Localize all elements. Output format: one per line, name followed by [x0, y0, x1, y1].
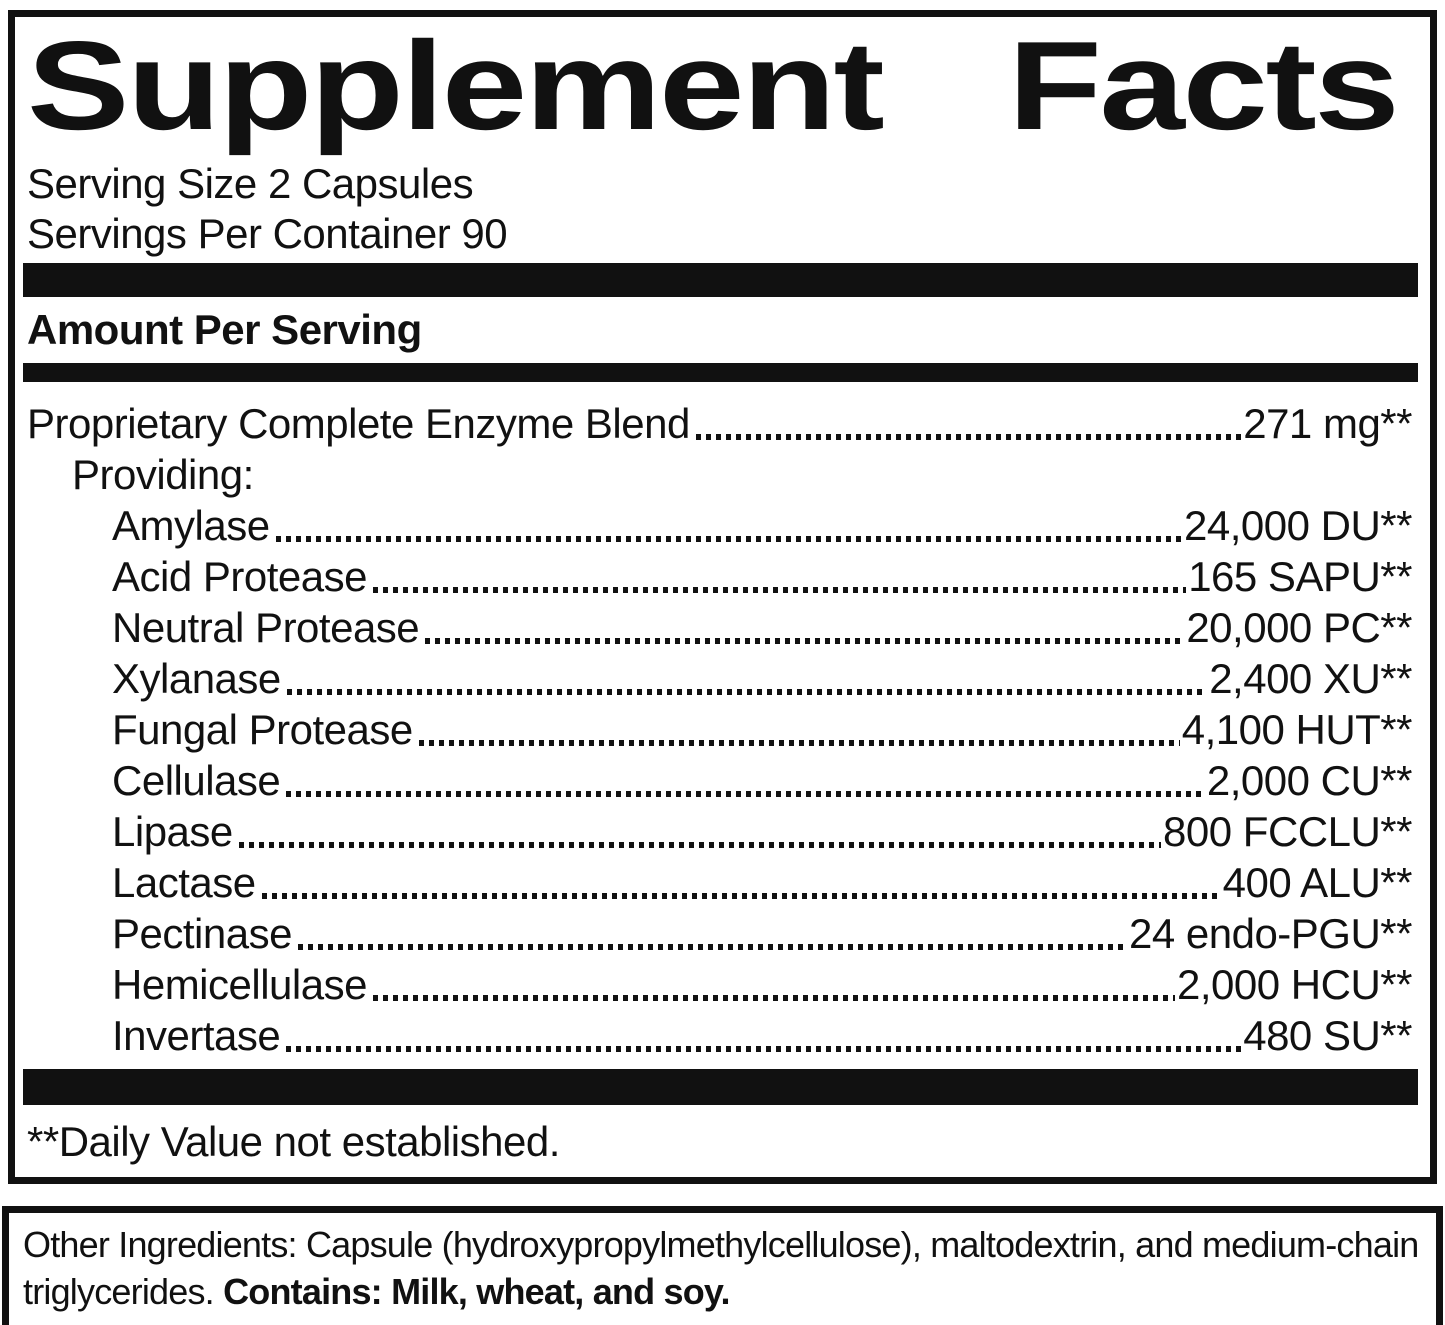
nutrient-name: Proprietary Complete Enzyme Blend	[27, 400, 690, 447]
nutrient-name: Pectinase	[112, 910, 292, 957]
nutrient-name: Lactase	[112, 859, 256, 906]
nutrient-row	[27, 908, 1418, 959]
nutrient-amount: 165 SAPU**	[1188, 553, 1412, 600]
dotted-leader	[239, 842, 1161, 848]
nutrient-amount: 4,100 HUT**	[1181, 706, 1412, 753]
nutrient-amount: 400 ALU**	[1222, 859, 1412, 906]
nutrient-row	[27, 449, 1418, 500]
nutrient-row	[27, 704, 1418, 755]
other-ingredients-box	[2, 1206, 1443, 1325]
dotted-leader	[262, 893, 1221, 899]
nutrient-row	[27, 806, 1418, 857]
nutrient-amount: 480 SU**	[1243, 1012, 1412, 1059]
nutrient-amount: 800 FCCLU**	[1163, 808, 1412, 855]
dotted-leader	[696, 434, 1241, 440]
nutrient-row	[27, 755, 1418, 806]
nutrient-amount: 20,000 PC**	[1186, 604, 1412, 651]
nutrient-row	[27, 653, 1418, 704]
dotted-leader	[373, 995, 1175, 1001]
other-ingredients-text: Other Ingredients: Capsule (hydroxypropylmethylcellulose), maltodextrin, and medium-chain triglycerides.	[23, 1224, 1419, 1312]
panel-title: Supplement Facts	[27, 15, 1398, 156]
nutrient-rows	[27, 398, 1418, 1061]
nutrient-name: Acid Protease	[112, 553, 367, 600]
daily-value-footnote: **Daily Value not established.	[27, 1118, 560, 1165]
nutrient-amount: 2,000 CU**	[1206, 757, 1412, 804]
nutrient-name: Amylase	[112, 502, 270, 549]
dotted-leader	[286, 791, 1205, 797]
nutrient-amount: 2,000 HCU**	[1177, 961, 1412, 1008]
nutrient-row	[27, 602, 1418, 653]
nutrient-name: Lipase	[112, 808, 233, 855]
dotted-leader	[287, 689, 1207, 695]
dotted-leader	[419, 740, 1180, 746]
nutrient-row	[27, 1010, 1418, 1061]
contains-statement: Contains: Milk, wheat, and soy.	[223, 1271, 730, 1312]
servings-per-container: Servings Per Container 90	[27, 210, 508, 257]
serving-size: Serving Size 2 Capsules	[27, 160, 474, 207]
nutrient-amount: 24 endo-PGU**	[1128, 910, 1412, 957]
nutrient-amount: 271 mg**	[1243, 400, 1412, 447]
divider-bar-bottom	[23, 1069, 1418, 1105]
nutrient-row	[27, 500, 1418, 551]
nutrient-amount: 24,000 DU**	[1184, 502, 1412, 549]
dotted-leader	[276, 536, 1182, 542]
dotted-leader	[373, 587, 1186, 593]
other-ingredients-paragraph	[23, 1221, 1422, 1315]
nutrient-row	[27, 398, 1418, 449]
dotted-leader	[425, 638, 1184, 644]
nutrient-row	[27, 857, 1418, 908]
nutrient-name: Providing:	[72, 451, 254, 498]
divider-bar-top	[23, 263, 1418, 297]
nutrient-row	[27, 959, 1418, 1010]
nutrient-name: Fungal Protease	[112, 706, 413, 753]
nutrient-name: Neutral Protease	[112, 604, 420, 651]
nutrient-name: Invertase	[112, 1012, 281, 1059]
divider-bar-medium	[23, 363, 1418, 382]
supplement-facts-panel	[8, 10, 1437, 1184]
amount-per-serving-header: Amount Per Serving	[27, 306, 422, 353]
nutrient-name: Xylanase	[112, 655, 281, 702]
dotted-leader	[298, 944, 1127, 950]
nutrient-name: Hemicellulase	[112, 961, 367, 1008]
nutrient-amount: 2,400 XU**	[1209, 655, 1412, 702]
nutrient-row	[27, 551, 1418, 602]
nutrient-name: Cellulase	[112, 757, 281, 804]
dotted-leader	[286, 1046, 1241, 1052]
